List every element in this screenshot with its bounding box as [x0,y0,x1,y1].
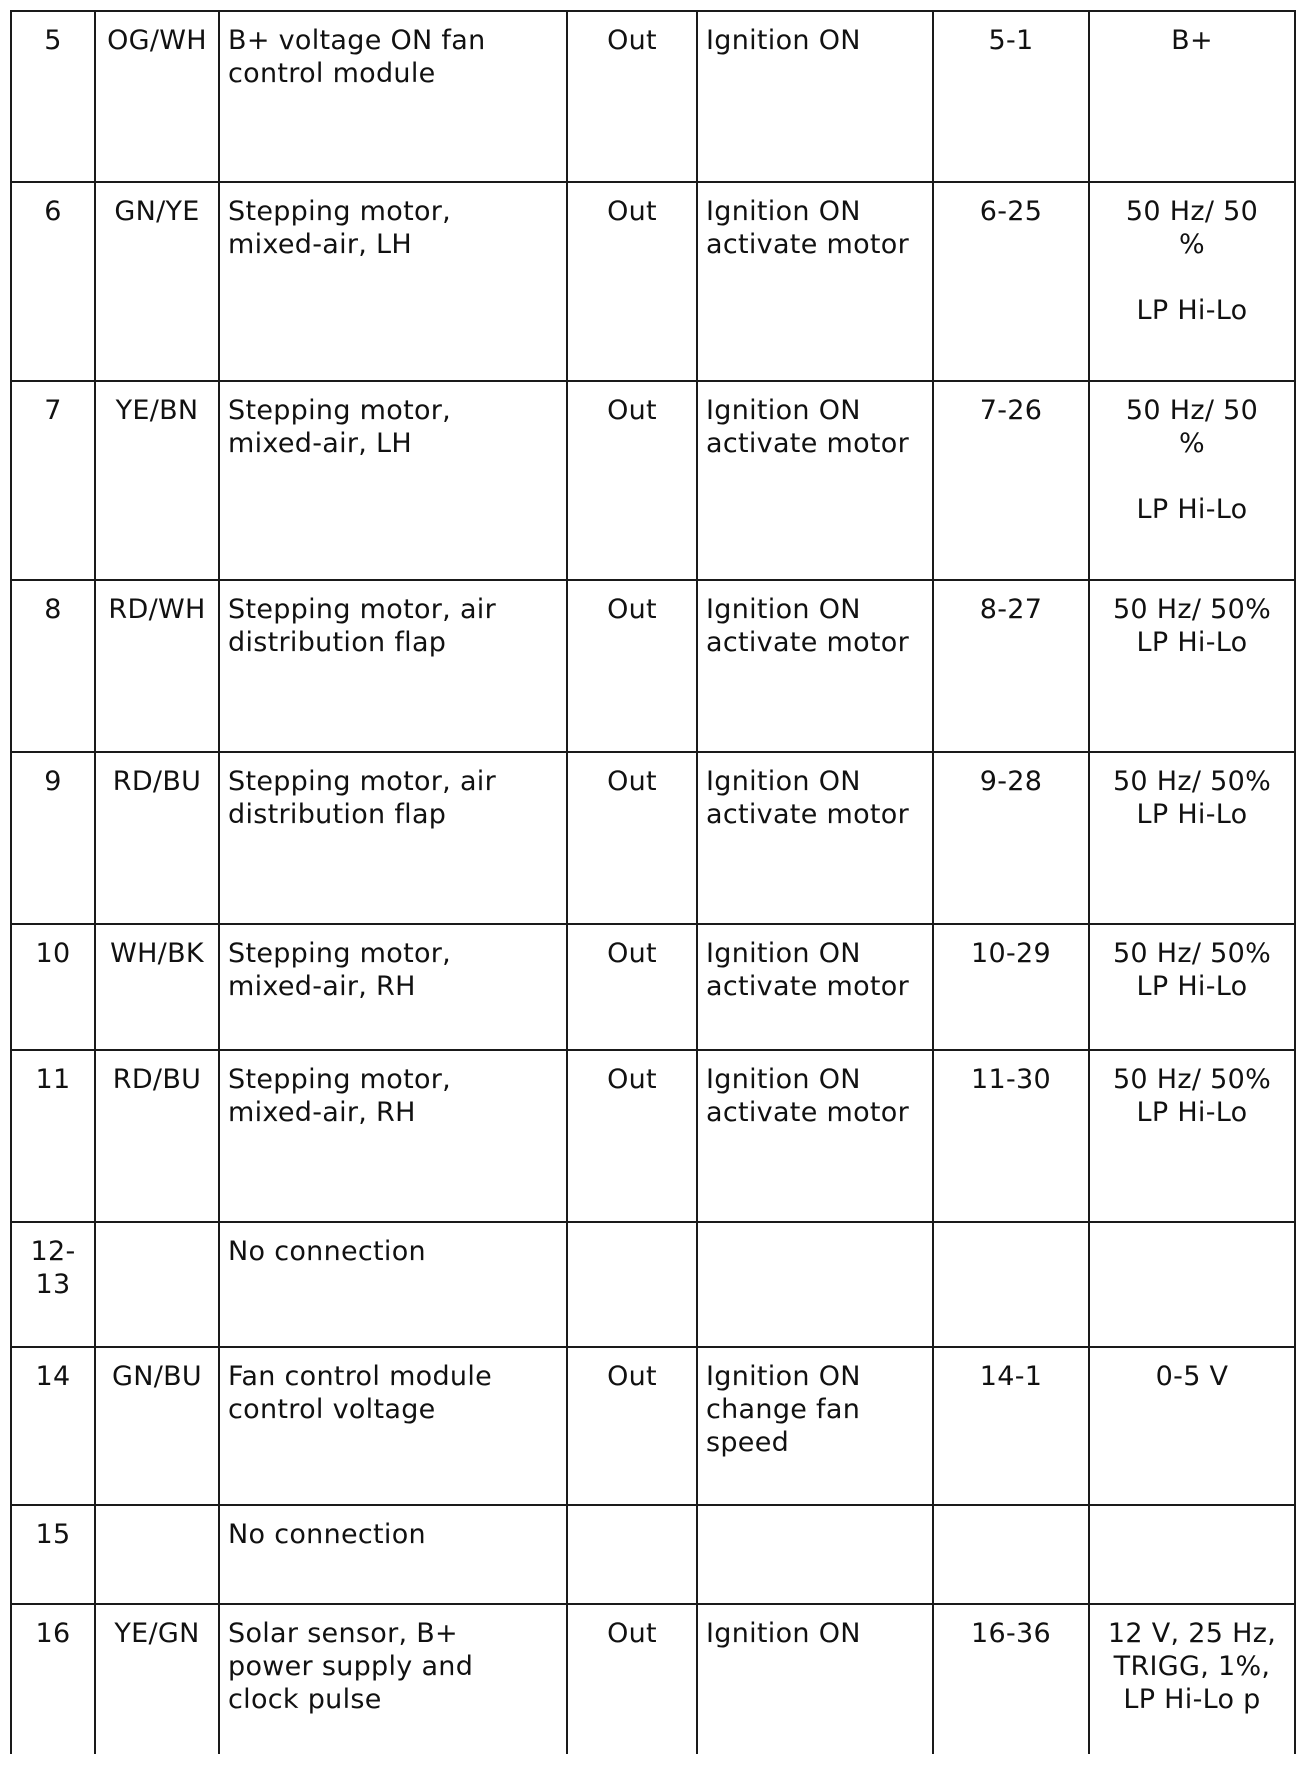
direction-cell: Out [567,1347,697,1505]
description-cell: Stepping motor, mixed-air, RH [219,924,567,1050]
table-row [11,1050,1295,1222]
description-cell: Solar sensor, B+ power supply and clock pulse [219,1604,567,1754]
direction-cell: Out [567,924,697,1050]
wire-color-cell: YE/GN [95,1604,219,1754]
table-row [11,1604,1295,1754]
pin-cell: 8 [11,580,95,752]
table-row [11,752,1295,924]
condition-cell [697,1222,933,1347]
value-cell [1089,1222,1295,1347]
direction-cell: Out [567,752,697,924]
description-cell: B+ voltage ON fan control module [219,11,567,182]
condition-cell: Ignition ON activate motor [697,381,933,580]
value-cell: 50 Hz/ 50 % LP Hi-Lo [1089,381,1295,580]
table-row [11,1505,1295,1604]
direction-cell: Out [567,381,697,580]
table-row [11,580,1295,752]
value-cell: 50 Hz/ 50% LP Hi-Lo [1089,924,1295,1050]
wire-color-cell: RD/BU [95,1050,219,1222]
table-row [11,924,1295,1050]
measure-point-cell: 7-26 [933,381,1089,580]
value-cell: 12 V, 25 Hz, TRIGG, 1%, LP Hi-Lo p [1089,1604,1295,1754]
condition-cell: Ignition ON activate motor [697,182,933,381]
table-row [11,11,1295,182]
direction-cell [567,1222,697,1347]
direction-cell: Out [567,580,697,752]
measure-point-cell: 16-36 [933,1604,1089,1754]
table-row [11,1347,1295,1505]
measure-point-cell [933,1505,1089,1604]
wire-color-cell: OG/WH [95,11,219,182]
measure-point-cell: 10-29 [933,924,1089,1050]
condition-cell [697,1505,933,1604]
pin-table [10,10,1296,1754]
direction-cell: Out [567,1050,697,1222]
direction-cell: Out [567,11,697,182]
measure-point-cell [933,1222,1089,1347]
condition-cell: Ignition ON activate motor [697,752,933,924]
direction-cell [567,1505,697,1604]
pin-cell: 14 [11,1347,95,1505]
description-cell: Stepping motor, air distribution flap [219,752,567,924]
condition-cell: Ignition ON [697,1604,933,1754]
measure-point-cell: 5-1 [933,11,1089,182]
table-row [11,1222,1295,1347]
wire-color-cell [95,1505,219,1604]
wire-color-cell: RD/BU [95,752,219,924]
measure-point-cell: 6-25 [933,182,1089,381]
value-cell: 50 Hz/ 50% LP Hi-Lo [1089,1050,1295,1222]
wire-color-cell: YE/BN [95,381,219,580]
pin-cell: 11 [11,1050,95,1222]
wire-color-cell: GN/YE [95,182,219,381]
value-cell: 50 Hz/ 50% LP Hi-Lo [1089,752,1295,924]
wire-color-cell: GN/BU [95,1347,219,1505]
condition-cell: Ignition ON activate motor [697,924,933,1050]
value-spacer [1098,261,1286,294]
description-cell: Fan control module control voltage [219,1347,567,1505]
wire-color-cell: WH/BK [95,924,219,1050]
condition-cell: Ignition ON change fan speed [697,1347,933,1505]
measure-point-cell: 11-30 [933,1050,1089,1222]
value-spacer [1098,460,1286,493]
direction-cell: Out [567,1604,697,1754]
condition-cell: Ignition ON activate motor [697,1050,933,1222]
measure-point-cell: 14-1 [933,1347,1089,1505]
wire-color-cell: RD/WH [95,580,219,752]
description-cell: Stepping motor, mixed-air, LH [219,182,567,381]
description-cell: Stepping motor, air distribution flap [219,580,567,752]
measure-point-cell: 9-28 [933,752,1089,924]
pin-cell: 12- 13 [11,1222,95,1347]
value-cell: 50 Hz/ 50% LP Hi-Lo [1089,580,1295,752]
value-cell [1089,1505,1295,1604]
pin-cell: 10 [11,924,95,1050]
description-cell: No connection [219,1505,567,1604]
value-cell: 0-5 V [1089,1347,1295,1505]
description-cell: Stepping motor, mixed-air, LH [219,381,567,580]
table-row [11,182,1295,381]
wire-color-cell [95,1222,219,1347]
pin-cell: 5 [11,11,95,182]
pin-cell: 15 [11,1505,95,1604]
value-cell: B+ [1089,11,1295,182]
pin-cell: 6 [11,182,95,381]
description-cell: No connection [219,1222,567,1347]
condition-cell: Ignition ON [697,11,933,182]
pin-cell: 7 [11,381,95,580]
description-cell: Stepping motor, mixed-air, RH [219,1050,567,1222]
direction-cell: Out [567,182,697,381]
value-cell: 50 Hz/ 50 % LP Hi-Lo [1089,182,1295,381]
condition-cell: Ignition ON activate motor [697,580,933,752]
pin-cell: 9 [11,752,95,924]
measure-point-cell: 8-27 [933,580,1089,752]
pin-cell: 16 [11,1604,95,1754]
table-row [11,381,1295,580]
